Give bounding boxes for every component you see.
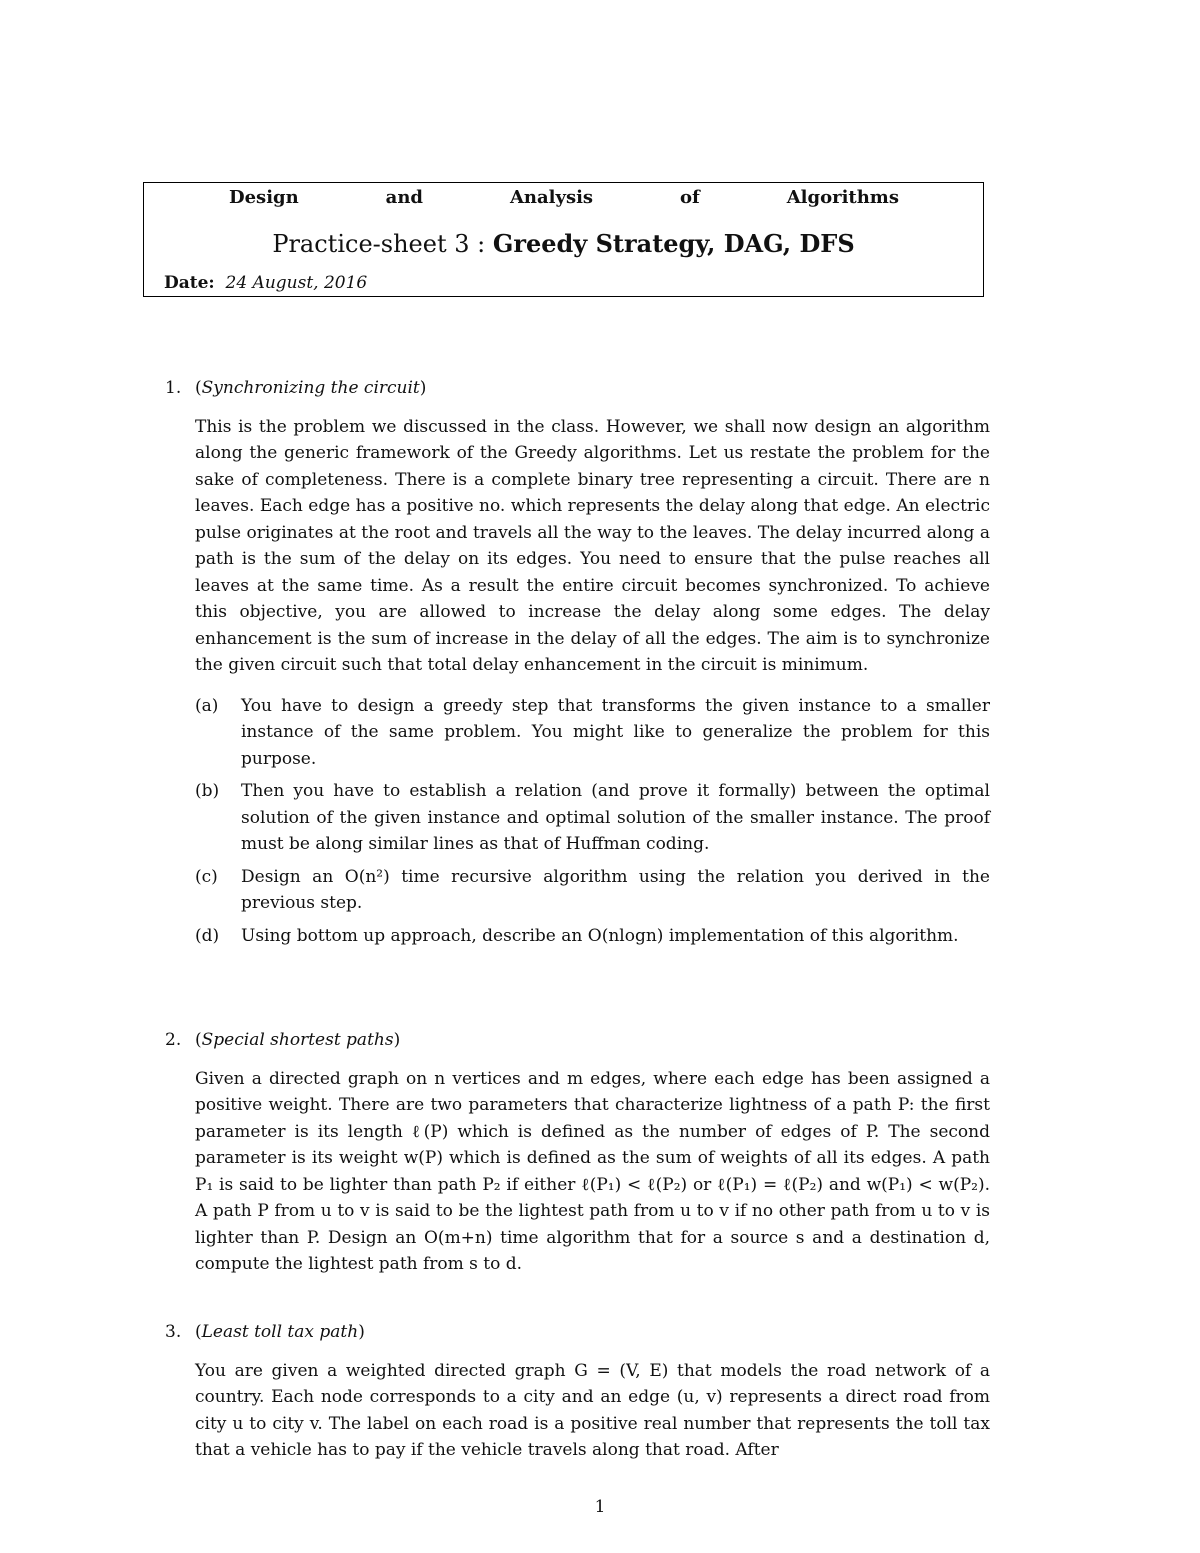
- subpart-list: [195, 693, 990, 950]
- subpart-text: Then you have to establish a relation (and prove it formally) between the optimal solution of the given instance and optimal solution of the smaller instance. The proof must be along similar lines as that of Huffman coding.: [241, 781, 990, 854]
- header-box: [143, 182, 984, 297]
- subpart-text: You have to design a greedy step that transforms the given instance to a smaller instance of the same problem. You might like to generalize the problem for this purpose.: [241, 695, 990, 769]
- subpart: [195, 693, 990, 773]
- date-value: 24 August, 2016: [225, 273, 368, 293]
- course-word: and: [385, 187, 423, 208]
- problem-number: 1.: [165, 378, 182, 398]
- problem-2: [165, 1027, 990, 1278]
- date-row: [164, 270, 367, 297]
- problem-title: ( Synchronizing the circuit ): [195, 375, 426, 402]
- subpart-label: (d): [195, 925, 220, 946]
- sheet-topic: Greedy Strategy, DAG, DFS: [492, 229, 855, 258]
- problem-body: You are given a weighted directed graph G = (V, E) that models the road network of a country. Each node corresponds to a city and an edge (u, v) represents a direct road from city u to city v. The label on each road is a positive real number that represents the toll tax that a vehicle has to pay if the vehicle travels along that road. After: [195, 1360, 990, 1460]
- course-word: Analysis: [509, 187, 594, 208]
- course-word: of: [680, 187, 700, 208]
- problem-body: This is the problem we discussed in the class. However, we shall now design an algorithm along the generic framework of the Greedy algorithms. Let us restate the problem for the sake of completeness. There is a complete binary tree representing a circuit. There are n leaves. Each edge has a positive no. which represents the delay along that edge. An electric pulse originates at the root and travels all the way to the leaves. The delay incurred along a path is the sum of the delay on its edges. You need to ensure that the pulse reaches all leaves at the same time. As a result the entire circuit becomes synchronized. To achieve this objective, you are allowed to increase the delay along some edges. The delay enhancement is the sum of increase in the delay of all the edges. The aim is to synchronize the given circuit such that total delay enhancement in the circuit is minimum.: [195, 416, 990, 675]
- problem-number: 2.: [165, 1030, 182, 1050]
- problem-title: ( Least toll tax path ): [195, 1319, 365, 1346]
- course-word: Algorithms: [786, 187, 899, 208]
- subpart-label: (b): [195, 781, 220, 801]
- problem-3: [165, 1319, 990, 1464]
- problem-number: 3.: [165, 1322, 182, 1342]
- subpart-label: (a): [195, 695, 219, 716]
- sheet-prefix: Practice-sheet 3 :: [272, 230, 493, 258]
- problem-body: Given a directed graph on n vertices and m edges, where each edge has been assigned a positive weight. There are two parameters that characterize lightness of a path P: the first parameter is its length ℓ(P) which is defined as the number of edges of P. The second parameter is its weight w(P) which is defined as the sum of weights of all its edges. A path P₁ is said to be lighter than path P₂ if either ℓ(P₁) < ℓ(P₂) or ℓ(P₁) = ℓ(P₂) and w(P₁) < w(P₂). A path P from u to v is said to be the lightest path from u to v if no other path from u to v is lighter than P. Design an O(m+n) time algorithm that for a source s and a destination d, compute the lightest path from s to d.: [195, 1068, 990, 1274]
- subpart: [195, 923, 990, 950]
- subpart-label: (c): [195, 866, 218, 887]
- problem-1: [165, 375, 990, 955]
- page-number: 1: [594, 1497, 606, 1517]
- date-label: Date:: [164, 273, 215, 293]
- subpart-text: Using bottom up approach, describe an O(nlogn) implementation of this algorithm.: [241, 925, 959, 946]
- problem-title: ( Special shortest paths ): [195, 1027, 400, 1054]
- subpart-text: Design an O(n²) time recursive algorithm using the relation you derived in the previous step.: [241, 866, 990, 913]
- subpart: [195, 778, 990, 858]
- sheet-title: [144, 227, 983, 261]
- course-title: [229, 185, 899, 212]
- subpart: [195, 864, 990, 917]
- course-word: Design: [229, 187, 299, 208]
